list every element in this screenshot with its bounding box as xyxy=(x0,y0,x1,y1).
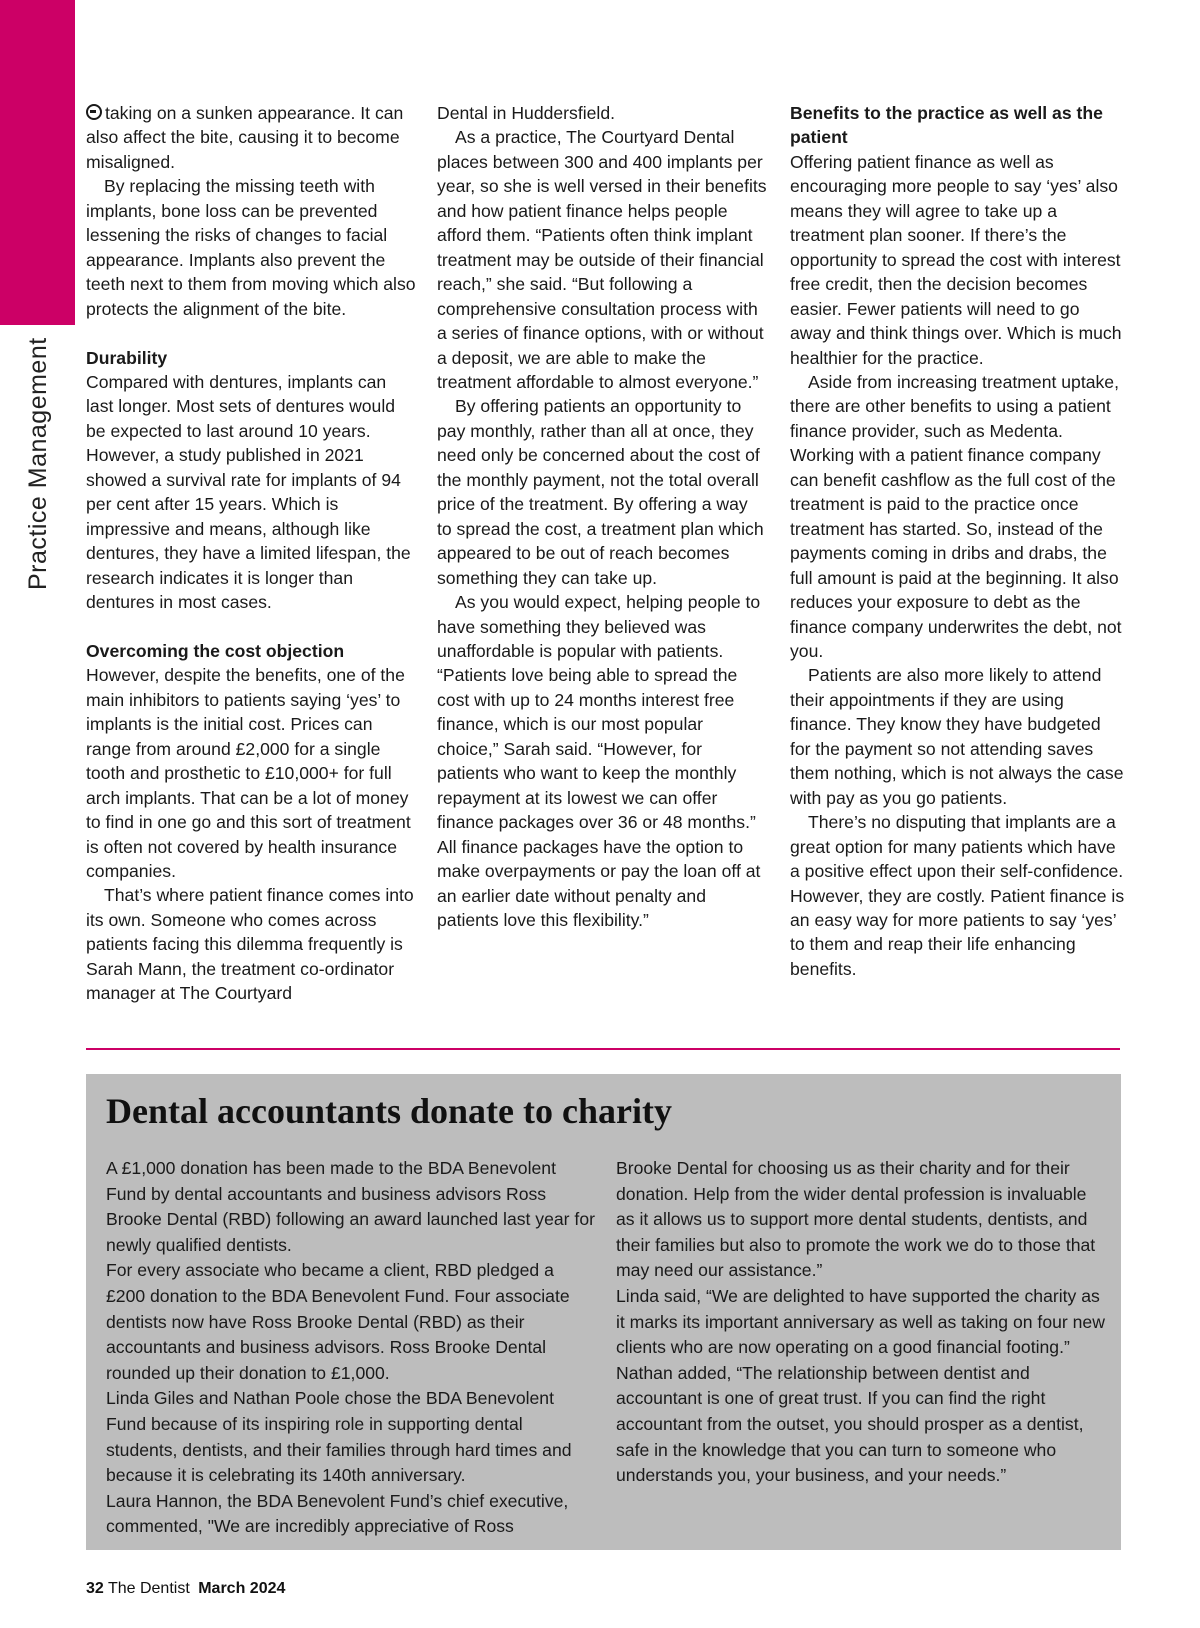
paragraph: Brooke Dental for choosing us as their charity and for their donation. Help from the wider dental profession is invaluable as it allows us to support more dental students, dentists, and their families but also to promote the work we do to those that may need our assistance.” xyxy=(616,1158,1096,1281)
divider-rule xyxy=(86,1048,1120,1050)
paragraph: Patients are also more likely to attend their appointments if they are using finance. They know they have budgeted for the payment so not attending saves them nothing, which is not always the case with pay as you go patients. xyxy=(790,665,1124,808)
page-footer xyxy=(86,1580,285,1598)
subheading-cost-objection: Overcoming the cost objection xyxy=(86,640,345,661)
article-column-2 xyxy=(437,101,767,932)
paragraph: Nathan added, “The relationship between dentist and accountant is one of great trust. If you can find the right accountant from the outset, you should prosper as a dentist, safe in the knowledge that you can turn to someone who understands you, your business, and your needs.” xyxy=(616,1362,1084,1486)
paragraph: However, despite the benefits, one of the main inhibitors to patients saying ‘yes’ to implants is the initial cost. Prices can range from around £2,000 for a single tooth and prosthetic to £10,000+ for full arch implants. That can be a lot of money to find in one go and this sort of treatment is often not covered by health insurance companies. xyxy=(86,665,411,882)
paragraph: That’s where patient finance comes into its own. Someone who comes across patients facing this dilemma frequently is Sarah Mann, the treatment co-ordinator manager at The Courtyard xyxy=(86,885,414,1004)
section-color-bar xyxy=(0,0,75,325)
paragraph: Dental in Huddersfield. xyxy=(437,103,615,123)
paragraph: A £1,000 donation has been made to the BDA Benevolent Fund by dental accountants and business advisors Ross Brooke Dental (RBD) following an award launched last year for newly qualified dentists. xyxy=(106,1158,595,1255)
charity-news-box xyxy=(86,1074,1121,1550)
section-label: Practice Management xyxy=(24,337,52,590)
paragraph: By offering patients an opportunity to pay monthly, rather than all at once, they need only be concerned about the cost of the monthly payment, not the total overall price of the treatment. By offering a way to spread the cost, a treatment plan which appeared to be out of reach becomes something they can take up. xyxy=(437,396,764,588)
paragraph: Compared with dentures, implants can last longer. Most sets of dentures would be expected to last around 10 years. However, a study published in 2021 showed a survival rate for implants of 94 per cent after 15 years. Which is impressive and means, although like dentures, they have a limited lifespan, the research indicates it is longer than dentures in most cases. xyxy=(86,371,411,613)
paragraph: Aside from increasing treatment uptake, there are other benefits to using a patient finance provider, such as Medenta. Working with a patient finance company can benefit cashflow as the full cost of the treatment is paid to the practice once treatment has started. So, instead of the payments coming in dribs and drabs, the full amount is paid at the beginning. It also reduces your exposure to debt as the finance company underwrites the debt, not you. xyxy=(790,371,1122,661)
subheading-durability: Durability xyxy=(86,347,168,368)
paragraph: As you would expect, helping people to have something they believed was unaffordable is popular with patients. “Patients love being able to spread the cost with up to 24 months interest free finance, which is our most popular choice,” Sarah said. “However, for patients who want to keep the monthly repayment at its lowest we can offer finance packages over 36 or 48 months.” All finance packages have the option to make overpayments or pay the loan off at an earlier date without penalty and patients love this flexibility.” xyxy=(437,592,761,930)
article-column-3 xyxy=(790,101,1125,981)
paragraph: Offering patient finance as well as encouraging more people to say ‘yes’ also means they will agree to take up a treatment plan sooner. If there’s the opportunity to spread the cost with interest free credit, then the decision becomes easier. Fewer patients will need to go away and think things over. Which is much healthier for the practice. xyxy=(790,151,1122,368)
paragraph: Linda Giles and Nathan Poole chose the BDA Benevolent Fund because of its inspiring role in supporting dental students, dentists, and their families through hard times and because it is celebrating its 140th anniversary. xyxy=(106,1388,572,1486)
paragraph: taking on a sunken appearance. It can also affect the bite, causing it to become misaligned. xyxy=(86,103,404,172)
publication-name: The Dentist xyxy=(107,1580,190,1597)
article-column-1 xyxy=(86,101,418,1006)
charity-headline: Dental accountants donate to charity xyxy=(106,1091,672,1131)
paragraph: For every associate who became a client, RBD pledged a £200 donation to the BDA Benevolent Fund. Four associate dentists now have Ross Brooke Dental (RBD) as their accountants and business advisors. Ross Brooke Dental rounded up their donation to £1,000. xyxy=(106,1260,570,1383)
paragraph: There’s no disputing that implants are a great option for many patients which have a positive effect upon their self-confidence. However, they are costly. Patient finance is an easy way for more patients to say ‘yes’ to them and reap their life enhancing benefits. xyxy=(790,812,1125,979)
subheading-benefits: Benefits to the practice as well as the patient xyxy=(790,103,1103,148)
paragraph: By replacing the missing teeth with implants, bone loss can be prevented lessening the risks of changes to facial appearance. Implants also prevent the teeth next to them from moving which also protects the alignment of the bite. xyxy=(86,176,416,319)
issue-date: March 2024 xyxy=(198,1580,286,1597)
paragraph: Linda said, “We are delighted to have supported the charity as it marks its important anniversary as well as taking on four new clients who are now operating on a good financial footing.” xyxy=(616,1285,1105,1358)
charity-column-1 xyxy=(106,1156,596,1540)
paragraph: Laura Hannon, the BDA Benevolent Fund’s chief executive, commented, "We are incredibly appreciative of Ross xyxy=(106,1490,569,1537)
paragraph: As a practice, The Courtyard Dental places between 300 and 400 implants per year, so she is well versed in their benefits and how patient finance helps people afford them. “Patients often think implant treatment may be outside of their financial reach,” she said. “But following a comprehensive consultation process with a series of finance options, with or without a deposit, we are able to make the treatment affordable to almost everyone.” xyxy=(437,127,767,392)
continued-arrow-icon xyxy=(86,104,102,120)
charity-column-2 xyxy=(616,1156,1106,1489)
page-number: 32 xyxy=(86,1580,104,1597)
